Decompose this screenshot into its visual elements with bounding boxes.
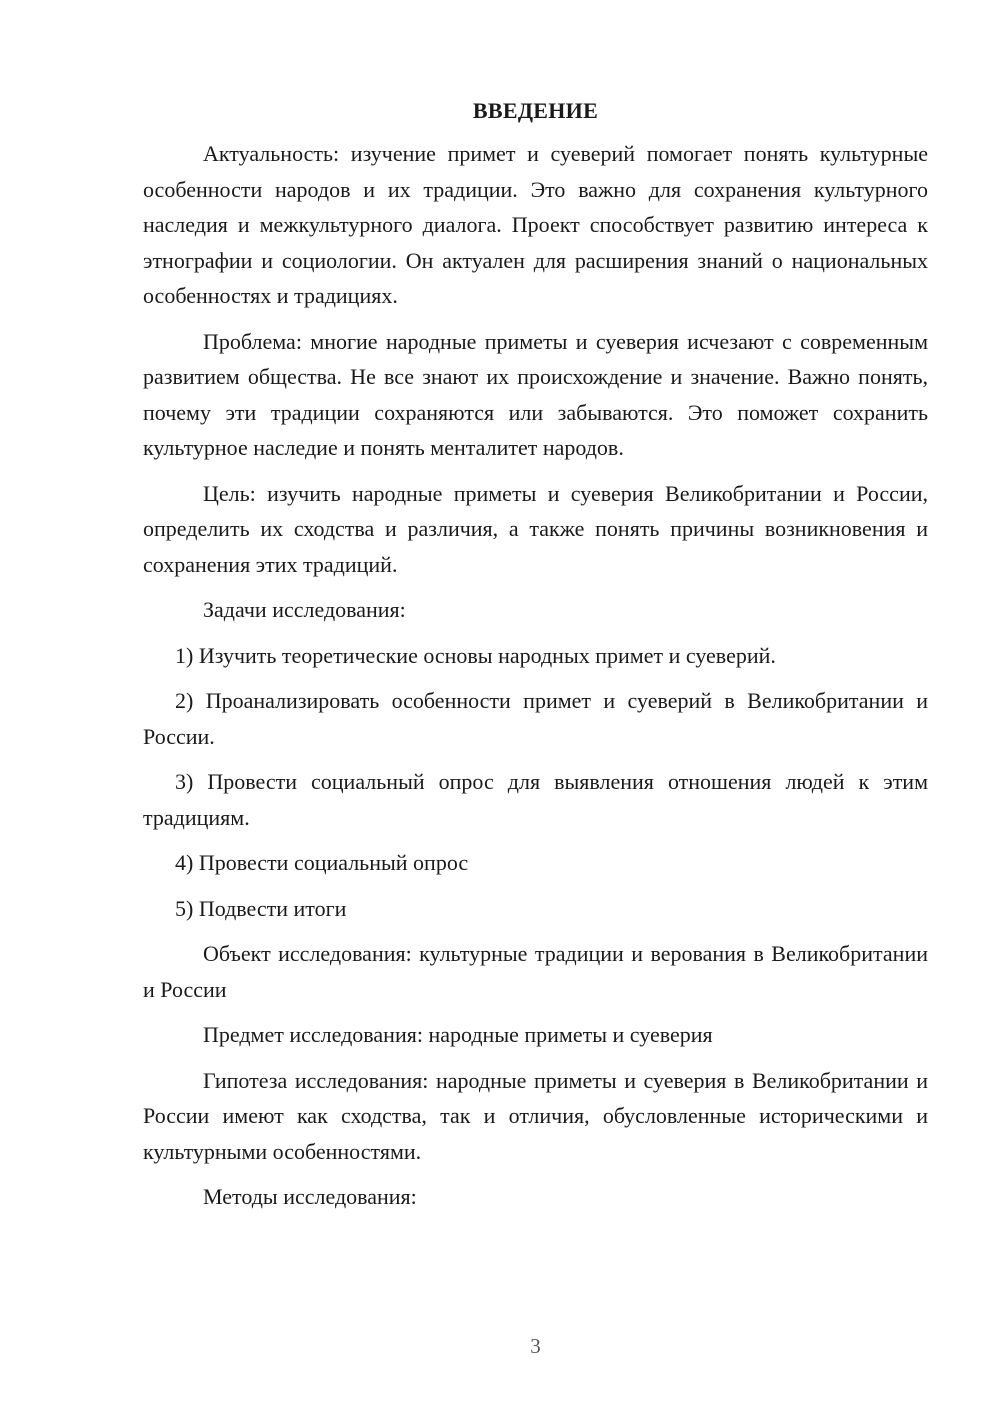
page-title: ВВЕДЕНИЕ: [472, 98, 599, 123]
task-item-1: 1) Изучить теоретические основы народных примет и суеверий.: [175, 642, 776, 668]
tasks-heading: Задачи исследования:: [203, 597, 406, 622]
task-item-2: 2) Проанализировать особенности примет и суеверий в Великобритании и России.: [143, 688, 928, 749]
task-item-3: 3) Провести социальный опрос для выявления отношения людей к этим традициям.: [143, 769, 928, 830]
hypothesis-paragraph: Гипотеза исследования: народные приметы и суеверия в Великобритании и России имеют как сходства, так и отличия, обусловленные историческими и культурными особенностями.: [143, 1067, 928, 1164]
task-item-5: 5) Подвести итоги: [175, 895, 347, 921]
problem-paragraph: Проблема: многие народные приметы и суеверия исчезают с современным развитием общества. Не все знают их происхождение и значение. Важно понять, почему эти традиции сохраняются или забываются. Это поможет сохранить культурное наследие и понять менталитет народов.: [143, 328, 928, 460]
methods-heading: Методы исследования:: [203, 1184, 417, 1209]
object-paragraph: Объект исследования: культурные традиции и верования в Великобритании и России: [143, 941, 928, 1002]
goal-paragraph: Цель: изучить народные приметы и суеверия Великобритании и России, определить их сходства и различия, а также понять причины возникновения и сохранения этих традиций.: [143, 480, 928, 577]
task-item-4: 4) Провести социальный опрос: [175, 850, 469, 875]
relevance-paragraph: Актуальность: изучение примет и суеверий помогает понять культурные особенности народов и их традиции. Это важно для сохранения культурного наследия и межкультурного диалога. Проект способствует развитию интереса к этнографии и социологии. Он актуален для расширения знаний о национальных особенностях и традициях.: [143, 141, 928, 308]
page-number: 3: [530, 1334, 541, 1358]
page-content: [143, 96, 928, 1215]
subject-paragraph: Предмет исследования: народные приметы и суеверия: [203, 1022, 713, 1047]
